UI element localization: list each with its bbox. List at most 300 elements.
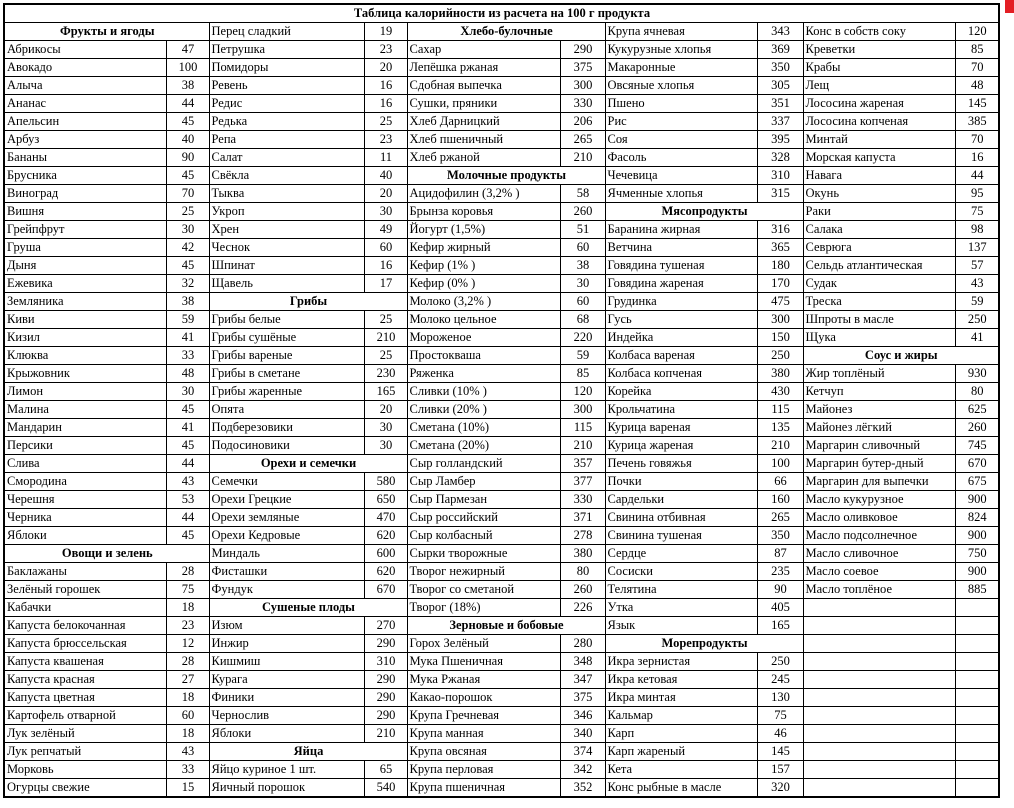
food-name-cell: Кальмар [605, 707, 757, 725]
calorie-value-cell [955, 707, 999, 725]
food-name-cell: Свинина тушеная [605, 527, 757, 545]
calorie-value-cell: 600 [364, 545, 407, 563]
calorie-value-cell: 206 [560, 113, 605, 131]
food-name-cell: Сардельки [605, 491, 757, 509]
calorie-value-cell: 625 [955, 401, 999, 419]
section-header-cell: Орехи и семечки [209, 455, 407, 473]
food-name-cell [803, 725, 955, 743]
food-name-cell: Окунь [803, 185, 955, 203]
table-row [4, 77, 999, 95]
table-row [4, 617, 999, 635]
food-name-cell: Творог (18%) [407, 599, 560, 617]
calorie-value-cell: 100 [166, 59, 209, 77]
food-name-cell: Колбаса копченая [605, 365, 757, 383]
table-row [4, 581, 999, 599]
food-name-cell: Молоко (3,2% ) [407, 293, 560, 311]
food-name-cell: Молоко цельное [407, 311, 560, 329]
calorie-value-cell: 120 [560, 383, 605, 401]
food-name-cell: Капуста брюссельская [4, 635, 166, 653]
calorie-value-cell: 85 [955, 41, 999, 59]
calorie-value-cell: 45 [166, 167, 209, 185]
food-name-cell: Сахар [407, 41, 560, 59]
food-name-cell: Масло оливковое [803, 509, 955, 527]
calorie-value-cell: 250 [955, 311, 999, 329]
calorie-value-cell: 330 [560, 491, 605, 509]
calorie-value-cell: 38 [166, 293, 209, 311]
food-name-cell: Капуста цветная [4, 689, 166, 707]
food-name-cell: Лук зелёный [4, 725, 166, 743]
calorie-value-cell: 405 [757, 599, 803, 617]
calorie-value-cell: 750 [955, 545, 999, 563]
calorie-value-cell: 371 [560, 509, 605, 527]
food-name-cell: Карп [605, 725, 757, 743]
calorie-value-cell: 342 [560, 761, 605, 779]
calorie-value-cell: 350 [757, 59, 803, 77]
calorie-value-cell: 300 [560, 77, 605, 95]
food-name-cell: Баранина жирная [605, 221, 757, 239]
calorie-value-cell: 43 [955, 275, 999, 293]
food-name-cell: Конс в собств соку [803, 23, 955, 41]
food-name-cell: Кефир (0% ) [407, 275, 560, 293]
red-corner-marker [1005, 0, 1014, 13]
food-name-cell: Фасоль [605, 149, 757, 167]
calorie-value-cell: 290 [364, 671, 407, 689]
calorie-value-cell: 43 [166, 473, 209, 491]
food-name-cell: Сырки творожные [407, 545, 560, 563]
calorie-value-cell: 23 [364, 131, 407, 149]
table-row [4, 365, 999, 383]
food-name-cell: Икра минтая [605, 689, 757, 707]
section-header-cell: Хлебо-булочные [407, 23, 605, 41]
food-name-cell: Майонез [803, 401, 955, 419]
calorie-value-cell: 59 [560, 347, 605, 365]
food-name-cell: Огурцы свежие [4, 779, 166, 798]
calorie-value-cell: 30 [364, 419, 407, 437]
calorie-value-cell: 98 [955, 221, 999, 239]
calorie-value-cell: 320 [757, 779, 803, 798]
calorie-value-cell: 300 [560, 401, 605, 419]
food-name-cell: Хрен [209, 221, 364, 239]
table-row [4, 707, 999, 725]
calorie-value-cell: 58 [560, 185, 605, 203]
calorie-value-cell: 395 [757, 131, 803, 149]
food-name-cell: Ацидофилин (3,2% ) [407, 185, 560, 203]
calorie-value-cell: 137 [955, 239, 999, 257]
calorie-value-cell: 260 [955, 419, 999, 437]
food-name-cell: Лук репчатый [4, 743, 166, 761]
food-name-cell: Слива [4, 455, 166, 473]
food-name-cell: Икра зернистая [605, 653, 757, 671]
calorie-value-cell: 580 [364, 473, 407, 491]
calorie-value-cell: 475 [757, 293, 803, 311]
calorie-value-cell: 310 [364, 653, 407, 671]
food-name-cell: Грибы жаренные [209, 383, 364, 401]
food-name-cell: Ветчина [605, 239, 757, 257]
calorie-value-cell: 170 [757, 275, 803, 293]
food-name-cell: Редис [209, 95, 364, 113]
table-row [4, 203, 999, 221]
calorie-value-cell [955, 725, 999, 743]
food-name-cell: Салат [209, 149, 364, 167]
table-row [4, 473, 999, 491]
calorie-value-cell: 95 [955, 185, 999, 203]
food-name-cell: Конс рыбные в масле [605, 779, 757, 798]
table-row [4, 563, 999, 581]
calorie-value-cell: 430 [757, 383, 803, 401]
food-name-cell: Грибы в сметане [209, 365, 364, 383]
food-name-cell: Мороженое [407, 329, 560, 347]
table-row [4, 527, 999, 545]
food-name-cell: Миндаль [209, 545, 364, 563]
food-name-cell: Крупа овсяная [407, 743, 560, 761]
table-row [4, 671, 999, 689]
food-name-cell: Масло кукурузное [803, 491, 955, 509]
food-name-cell: Горох Зелёный [407, 635, 560, 653]
section-header-cell: Грибы [209, 293, 407, 311]
food-name-cell: Индейка [605, 329, 757, 347]
table-row [4, 401, 999, 419]
table-row [4, 239, 999, 257]
calorie-value-cell: 885 [955, 581, 999, 599]
food-name-cell: Сосиски [605, 563, 757, 581]
calorie-value-cell: 45 [166, 257, 209, 275]
food-name-cell: Чечевица [605, 167, 757, 185]
calorie-value-cell: 230 [364, 365, 407, 383]
food-name-cell: Крабы [803, 59, 955, 77]
calorie-value-cell: 85 [560, 365, 605, 383]
calorie-value-cell: 380 [560, 545, 605, 563]
food-name-cell: Свинина отбивная [605, 509, 757, 527]
table-row [4, 113, 999, 131]
calorie-value-cell: 180 [757, 257, 803, 275]
food-name-cell: Тыква [209, 185, 364, 203]
calorie-value-cell: 100 [757, 455, 803, 473]
food-name-cell: Крупа ячневая [605, 23, 757, 41]
food-name-cell: Сметана (20%) [407, 437, 560, 455]
calorie-value-cell: 75 [166, 581, 209, 599]
calorie-value-cell: 150 [757, 329, 803, 347]
food-name-cell: Черешня [4, 491, 166, 509]
table-row [4, 311, 999, 329]
calorie-value-cell: 25 [364, 113, 407, 131]
calorie-value-cell: 42 [166, 239, 209, 257]
table-title: Таблица калорийности из расчета на 100 г продукта [4, 4, 999, 23]
calorie-value-cell: 59 [166, 311, 209, 329]
calorie-value-cell: 65 [364, 761, 407, 779]
table-row [4, 329, 999, 347]
calorie-value-cell: 30 [166, 221, 209, 239]
calorie-value-cell: 210 [364, 725, 407, 743]
food-name-cell: Сливки (10% ) [407, 383, 560, 401]
calorie-value-cell: 16 [364, 77, 407, 95]
food-name-cell: Соя [605, 131, 757, 149]
food-name-cell: Ревень [209, 77, 364, 95]
calorie-value-cell: 18 [166, 725, 209, 743]
food-name-cell: Смородина [4, 473, 166, 491]
food-name-cell: Минтай [803, 131, 955, 149]
food-name-cell: Семечки [209, 473, 364, 491]
calorie-value-cell: 43 [166, 743, 209, 761]
food-name-cell: Кизил [4, 329, 166, 347]
food-name-cell: Алыча [4, 77, 166, 95]
calorie-value-cell: 145 [955, 95, 999, 113]
food-name-cell: Хлеб пшеничный [407, 131, 560, 149]
calorie-value-cell: 41 [166, 329, 209, 347]
calorie-value-cell: 25 [364, 347, 407, 365]
food-name-cell: Подосиновики [209, 437, 364, 455]
food-name-cell: Яблоки [209, 725, 364, 743]
food-name-cell: Телятина [605, 581, 757, 599]
calorie-value-cell: 157 [757, 761, 803, 779]
calorie-value-cell [955, 653, 999, 671]
calorie-value-cell: 19 [364, 23, 407, 41]
food-name-cell: Чернослив [209, 707, 364, 725]
food-name-cell: Арбуз [4, 131, 166, 149]
food-name-cell: Масло сливочное [803, 545, 955, 563]
section-header-cell: Морепродукты [605, 635, 803, 653]
calorie-value-cell: 45 [166, 527, 209, 545]
calorie-value-cell: 16 [364, 95, 407, 113]
table-row [4, 761, 999, 779]
calorie-value-cell: 260 [560, 203, 605, 221]
food-name-cell: Мука Пшеничная [407, 653, 560, 671]
table-row [4, 347, 999, 365]
calorie-value-cell: 68 [560, 311, 605, 329]
table-row [4, 779, 999, 798]
calorie-value-cell: 38 [166, 77, 209, 95]
food-name-cell: Вишня [4, 203, 166, 221]
calorie-value-cell: 310 [757, 167, 803, 185]
food-name-cell: Курица жареная [605, 437, 757, 455]
food-name-cell: Мандарин [4, 419, 166, 437]
calorie-value-cell [955, 761, 999, 779]
food-name-cell: Печень говяжья [605, 455, 757, 473]
calorie-value-cell: 25 [166, 203, 209, 221]
food-name-cell: Колбаса вареная [605, 347, 757, 365]
food-name-cell: Сердце [605, 545, 757, 563]
food-name-cell: Пшено [605, 95, 757, 113]
food-name-cell: Простокваша [407, 347, 560, 365]
calorie-value-cell: 270 [364, 617, 407, 635]
food-name-cell: Киви [4, 311, 166, 329]
food-name-cell: Грибы сушёные [209, 329, 364, 347]
table-row [4, 95, 999, 113]
calorie-value-cell: 670 [364, 581, 407, 599]
food-name-cell: Яйцо куриное 1 шт. [209, 761, 364, 779]
calorie-value-cell: 165 [364, 383, 407, 401]
food-name-cell: Крупа Гречневая [407, 707, 560, 725]
calorie-value-cell: 30 [560, 275, 605, 293]
calorie-value-cell: 369 [757, 41, 803, 59]
calorie-value-cell: 375 [560, 59, 605, 77]
food-name-cell: Груша [4, 239, 166, 257]
calorie-value-cell: 900 [955, 527, 999, 545]
food-name-cell: Творог со сметаной [407, 581, 560, 599]
food-name-cell: Абрикосы [4, 41, 166, 59]
calorie-value-cell: 75 [757, 707, 803, 725]
food-name-cell: Севрюга [803, 239, 955, 257]
food-name-cell: Маргарин для выпечки [803, 473, 955, 491]
calorie-value-cell: 80 [560, 563, 605, 581]
calorie-value-cell: 346 [560, 707, 605, 725]
food-name-cell: Утка [605, 599, 757, 617]
calorie-value-cell: 18 [166, 689, 209, 707]
food-name-cell: Зелёный горошек [4, 581, 166, 599]
food-name-cell: Капуста красная [4, 671, 166, 689]
food-name-cell: Сыр колбасный [407, 527, 560, 545]
food-name-cell: Укроп [209, 203, 364, 221]
calorie-value-cell: 290 [560, 41, 605, 59]
section-header-cell: Зерновые и бобовые [407, 617, 605, 635]
calorie-value-cell: 470 [364, 509, 407, 527]
food-name-cell: Орехи Грецкие [209, 491, 364, 509]
calorie-value-cell: 290 [364, 707, 407, 725]
calorie-value-cell: 12 [166, 635, 209, 653]
food-name-cell: Судак [803, 275, 955, 293]
calorie-value-cell: 120 [955, 23, 999, 41]
food-name-cell: Майонез лёгкий [803, 419, 955, 437]
food-name-cell [803, 671, 955, 689]
food-name-cell: Репа [209, 131, 364, 149]
food-name-cell: Говядина тушеная [605, 257, 757, 275]
section-header-cell: Овощи и зелень [4, 545, 209, 563]
calorie-value-cell: 305 [757, 77, 803, 95]
calorie-value-cell: 20 [364, 401, 407, 419]
food-name-cell: Ананас [4, 95, 166, 113]
food-name-cell: Овсяные хлопья [605, 77, 757, 95]
food-name-cell: Редька [209, 113, 364, 131]
calorie-value-cell: 23 [166, 617, 209, 635]
food-name-cell: Земляника [4, 293, 166, 311]
title-row [4, 4, 999, 23]
calorie-table-container [3, 3, 1000, 798]
food-name-cell: Сельдь атлантическая [803, 257, 955, 275]
calorie-value-cell: 351 [757, 95, 803, 113]
calorie-value-cell: 60 [560, 293, 605, 311]
food-name-cell: Творог нежирный [407, 563, 560, 581]
calorie-value-cell: 365 [757, 239, 803, 257]
food-name-cell: Кефир жирный [407, 239, 560, 257]
calorie-value-cell: 27 [166, 671, 209, 689]
food-name-cell: Щука [803, 329, 955, 347]
calorie-value-cell: 620 [364, 563, 407, 581]
calorie-value-cell: 250 [757, 347, 803, 365]
calorie-value-cell: 220 [560, 329, 605, 347]
food-name-cell: Ряженка [407, 365, 560, 383]
table-row [4, 383, 999, 401]
food-name-cell: Говядина жареная [605, 275, 757, 293]
calorie-value-cell: 348 [560, 653, 605, 671]
calorie-value-cell: 375 [560, 689, 605, 707]
food-name-cell: Морская капуста [803, 149, 955, 167]
section-header-cell: Мясопродукты [605, 203, 803, 221]
section-header-cell: Фрукты и ягоды [4, 23, 209, 41]
calorie-value-cell: 328 [757, 149, 803, 167]
calorie-value-cell: 28 [166, 563, 209, 581]
calorie-value-cell: 60 [166, 707, 209, 725]
calorie-value-cell: 210 [364, 329, 407, 347]
calorie-value-cell: 352 [560, 779, 605, 798]
food-name-cell: Курага [209, 671, 364, 689]
food-name-cell [803, 779, 955, 798]
table-row [4, 131, 999, 149]
food-name-cell: Грибы вареные [209, 347, 364, 365]
food-name-cell: Йогурт (1,5%) [407, 221, 560, 239]
calorie-value-cell: 930 [955, 365, 999, 383]
calorie-value-cell: 115 [757, 401, 803, 419]
table-row [4, 419, 999, 437]
calorie-value-cell: 347 [560, 671, 605, 689]
food-name-cell: Грейпфрут [4, 221, 166, 239]
food-name-cell: Лещ [803, 77, 955, 95]
food-name-cell: Петрушка [209, 41, 364, 59]
food-name-cell [803, 707, 955, 725]
calorie-value-cell: 40 [166, 131, 209, 149]
food-name-cell: Лимон [4, 383, 166, 401]
food-name-cell: Карп жареный [605, 743, 757, 761]
calorie-value-cell: 20 [364, 59, 407, 77]
food-name-cell: Кабачки [4, 599, 166, 617]
food-name-cell: Сыр Ламбер [407, 473, 560, 491]
section-header-cell: Молочные продукты [407, 167, 605, 185]
calorie-value-cell [955, 779, 999, 798]
table-row [4, 437, 999, 455]
calorie-value-cell: 32 [166, 275, 209, 293]
food-name-cell: Свёкла [209, 167, 364, 185]
calorie-value-cell [955, 599, 999, 617]
food-name-cell: Яблоки [4, 527, 166, 545]
food-name-cell: Сушки, пряники [407, 95, 560, 113]
calorie-value-cell: 145 [757, 743, 803, 761]
calorie-value-cell: 135 [757, 419, 803, 437]
calorie-value-cell [955, 617, 999, 635]
food-name-cell: Крупа манная [407, 725, 560, 743]
food-name-cell: Малина [4, 401, 166, 419]
calorie-value-cell: 290 [364, 635, 407, 653]
food-name-cell: Крольчатина [605, 401, 757, 419]
calorie-value-cell: 80 [955, 383, 999, 401]
food-name-cell: Кетчуп [803, 383, 955, 401]
food-name-cell: Персики [4, 437, 166, 455]
food-name-cell: Фундук [209, 581, 364, 599]
calorie-value-cell: 23 [364, 41, 407, 59]
food-name-cell: Капуста квашеная [4, 653, 166, 671]
calorie-value-cell: 41 [955, 329, 999, 347]
calorie-value-cell: 47 [166, 41, 209, 59]
table-row [4, 221, 999, 239]
food-name-cell: Ячменные хлопья [605, 185, 757, 203]
calorie-value-cell: 46 [757, 725, 803, 743]
calorie-value-cell: 675 [955, 473, 999, 491]
calorie-value-cell: 11 [364, 149, 407, 167]
food-name-cell: Лососина жареная [803, 95, 955, 113]
calorie-value-cell: 28 [166, 653, 209, 671]
calorie-value-cell: 300 [757, 311, 803, 329]
calorie-value-cell: 30 [166, 383, 209, 401]
calorie-value-cell: 70 [955, 131, 999, 149]
calorie-value-cell: 44 [166, 95, 209, 113]
calorie-value-cell: 33 [166, 347, 209, 365]
food-name-cell: Грибы белые [209, 311, 364, 329]
calorie-value-cell: 540 [364, 779, 407, 798]
calorie-value-cell: 49 [364, 221, 407, 239]
table-row [4, 509, 999, 527]
food-name-cell: Подберезовики [209, 419, 364, 437]
calorie-value-cell: 210 [560, 149, 605, 167]
calorie-value-cell: 87 [757, 545, 803, 563]
food-name-cell: Инжир [209, 635, 364, 653]
calorie-value-cell: 350 [757, 527, 803, 545]
